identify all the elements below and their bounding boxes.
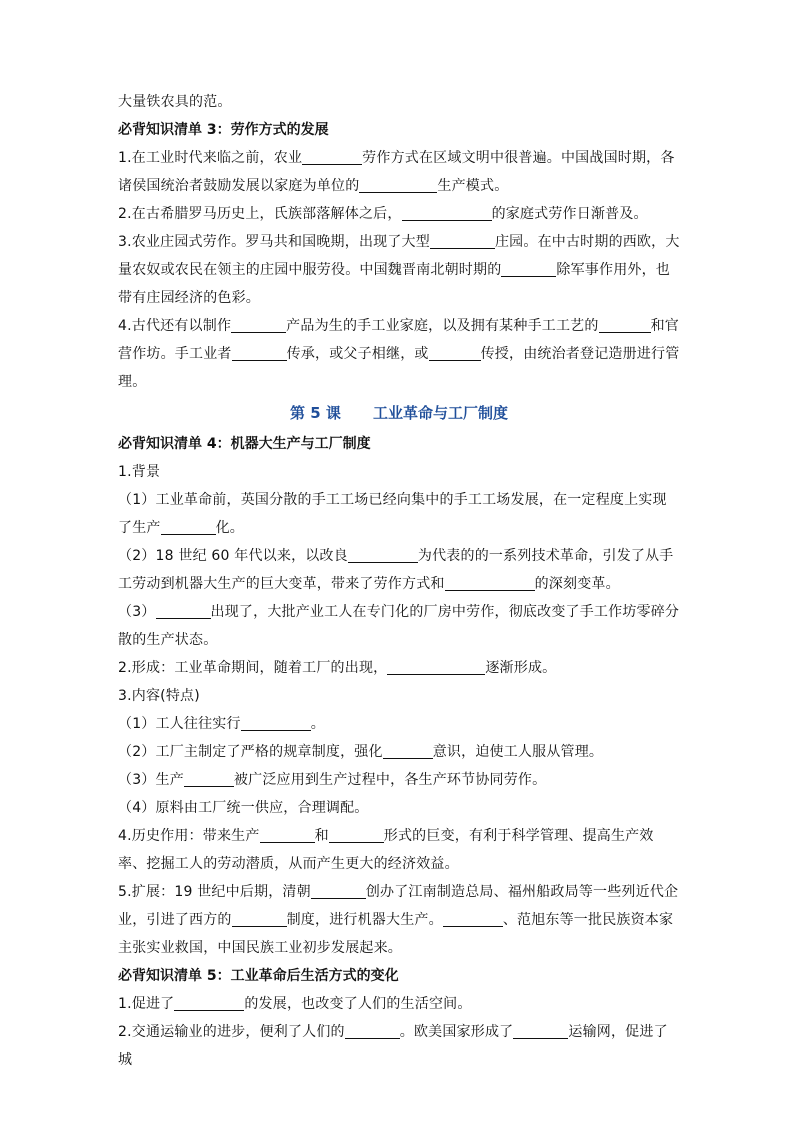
fill-blank[interactable]	[599, 316, 651, 333]
fill-blank[interactable]	[184, 770, 234, 787]
paragraph-1: 1.在工业时代来临之前，农业 劳作方式在区域文明中很普遍。中国战国时期，各诸侯国统治者鼓励发展以家庭为单位的 生产模式。	[118, 150, 675, 194]
fill-blank[interactable]	[302, 148, 362, 165]
fill-blank[interactable]	[387, 658, 485, 675]
background-item-2: （2）18 世纪 60 年代以来，以改良 为代表的的一系列技术革命，引发了从手工劳动到机器大生产的巨大变革，带来了劳作方式和 的深刻变革。	[118, 548, 674, 592]
fill-blank[interactable]	[241, 714, 311, 731]
lifestyle-item-1: 1.促进了 的发展，也改变了人们的生活空间。	[118, 996, 472, 1012]
section-heading-5: 必背知识清单 5：工业革命后生活方式的变化	[118, 968, 399, 984]
section-heading-4: 必背知识清单 4：机器大生产与工厂制度	[118, 436, 371, 452]
section-heading-3: 必背知识清单 3：劳作方式的发展	[118, 122, 329, 138]
fill-blank[interactable]	[260, 826, 315, 843]
document-page	[118, 88, 680, 1074]
fill-blank[interactable]	[501, 260, 556, 277]
lesson-title: 第 5 课 工业革命与工厂制度	[290, 404, 508, 422]
subheading-content: 3.内容(特点)	[118, 688, 200, 704]
fill-blank[interactable]	[329, 826, 384, 843]
fill-blank[interactable]	[174, 994, 244, 1011]
formation-line: 2.形成：工业革命期间，随着工厂的出现， 逐渐形成。	[118, 660, 557, 676]
fill-blank[interactable]	[311, 882, 366, 899]
content-item-1: （1）工人往往实行 。	[118, 716, 325, 732]
fill-blank[interactable]	[430, 232, 495, 249]
fill-blank[interactable]	[348, 546, 418, 563]
fill-blank[interactable]	[156, 602, 211, 619]
fill-blank[interactable]	[232, 910, 287, 927]
content-item-2: （2）工厂主制定了严格的规章制度，强化 意识，迫使工人服从管理。	[118, 744, 604, 760]
fill-blank[interactable]	[429, 344, 481, 361]
background-item-1: （1）工业革命前，英国分散的手工工场已经向集中的手工工场发展，在一定程度上实现了生产 化。	[118, 492, 667, 536]
extension: 5.扩展：19 世纪中后期，清朝 创办了江南制造总局、福州船政局等一些列近代企业，引进了西方的 制度，进行机器大生产。 、范旭东等一批民族资本家主张实业救国，中国民族工业初步发展起来。	[118, 884, 679, 956]
paragraph-2: 2.在古希腊罗马历史上，氏族部落解体之后， 的家庭式劳作日渐普及。	[118, 206, 648, 222]
fill-blank[interactable]	[231, 316, 286, 333]
fill-blank[interactable]	[161, 518, 216, 535]
fill-blank[interactable]	[402, 204, 492, 221]
historical-role: 4.历史作用：带来生产 和 形式的巨变，有利于科学管理、提高生产效率、挖掘工人的劳动潜质，从而产生更大的经济效益。	[118, 828, 654, 872]
background-item-3: （3） 出现了，大批产业工人在专门化的厂房中劳作，彻底改变了手工作坊零碎分散的生产状态。	[118, 604, 680, 648]
text-line: 大量铁农具的范。	[118, 94, 232, 110]
content-item-4: （4）原料由工厂统一供应，合理调配。	[118, 800, 369, 816]
fill-blank[interactable]	[445, 574, 535, 591]
fill-blank[interactable]	[383, 742, 433, 759]
fill-blank[interactable]	[443, 910, 503, 927]
fill-blank[interactable]	[359, 176, 437, 193]
fill-blank[interactable]	[513, 1022, 568, 1039]
fill-blank[interactable]	[232, 344, 287, 361]
subheading-background: 1.背景	[118, 464, 161, 480]
fill-blank[interactable]	[345, 1022, 400, 1039]
lifestyle-item-2: 2.交通运输业的进步，便利了人们的 。欧美国家形成了 运输网，促进了城	[118, 1024, 668, 1068]
paragraph-4: 4.古代还有以制作 产品为生的手工业家庭，以及拥有某种手工工艺的 和官营作坊。手工业者 传承，或父子相继，或 传授，由统治者登记造册进行管理。	[118, 318, 680, 390]
content-item-3: （3）生产 被广泛应用到生产过程中，各生产环节协同劳作。	[118, 772, 547, 788]
paragraph-3: 3.农业庄园式劳作。罗马共和国晚期，出现了大型 庄园。在中古时期的西欧，大量农奴或农民在领主的庄园中服劳役。中国魏晋南北朝时期的 除军事作用外，也带有庄园经济的色彩。	[118, 234, 680, 306]
